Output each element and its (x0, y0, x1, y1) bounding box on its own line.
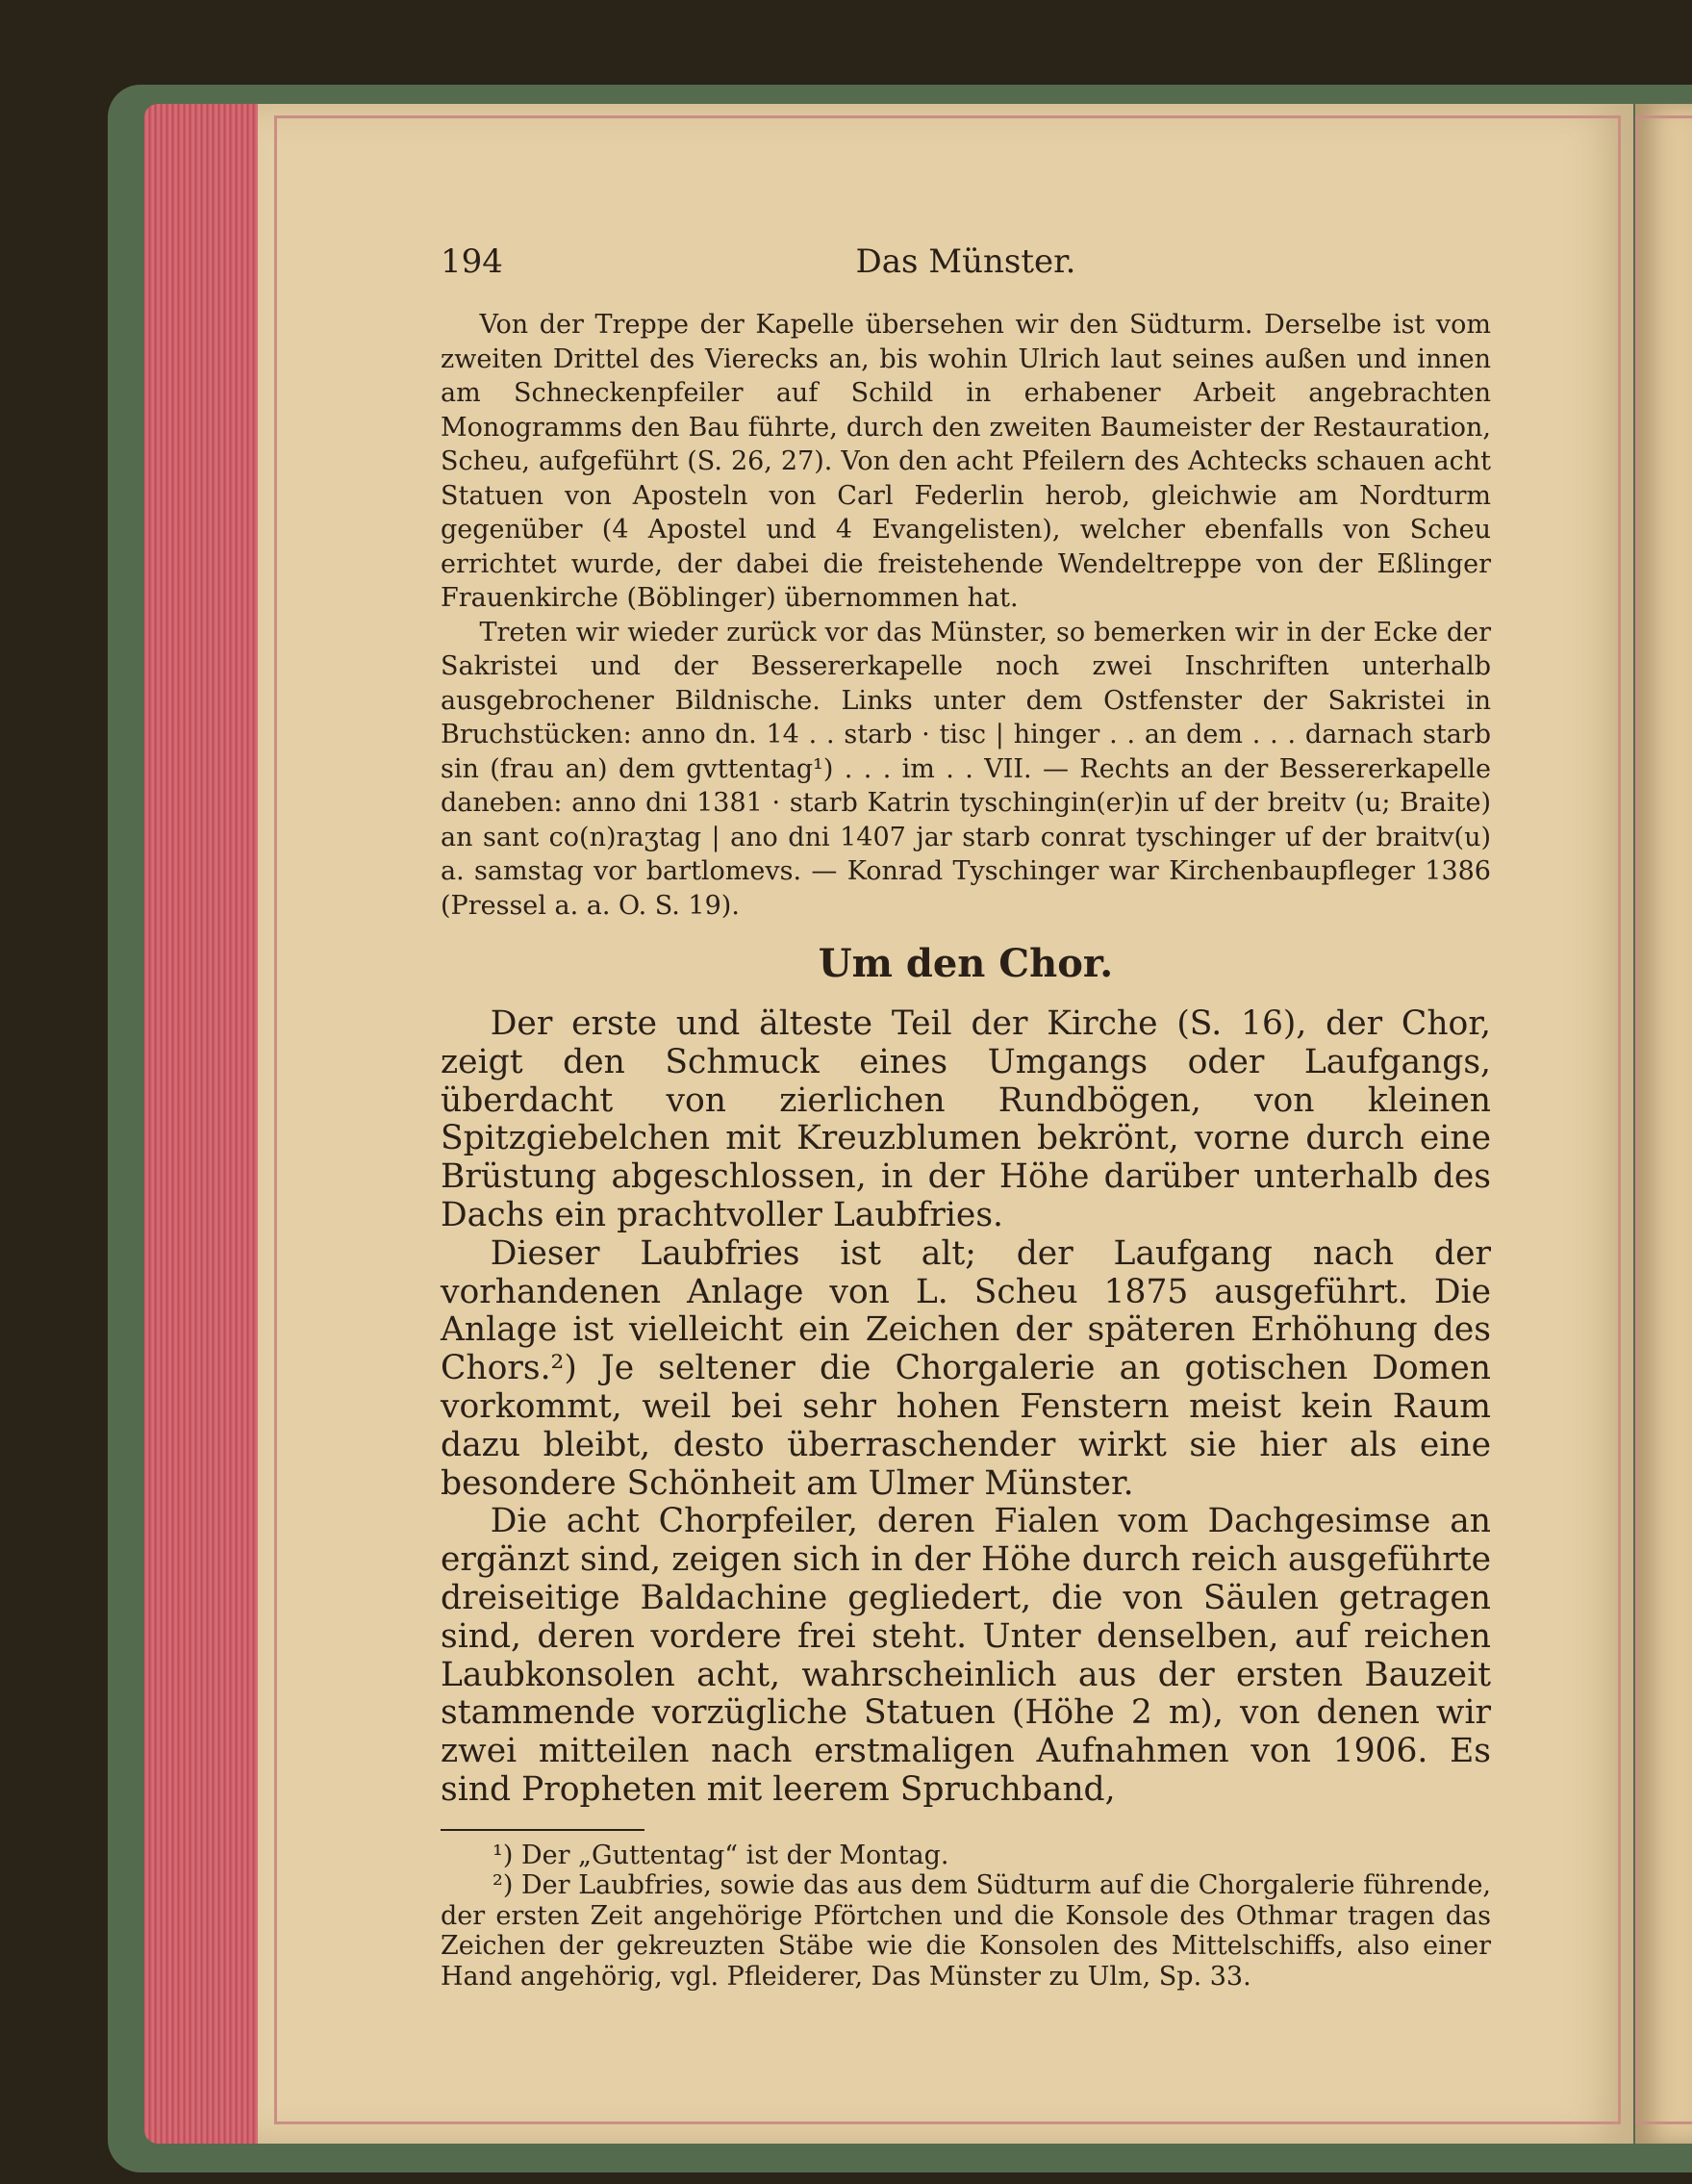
footnote-1: ¹) Der „Guttentag“ ist der Montag. (492, 1840, 949, 1870)
paragraph-choir: Der erste und älteste Teil der Kirche (S. 16), der Chor, zeigt den Schmuck eines Umgangs oder Laufgangs, überdacht von zierlichen Rundbögen, von kleinen Spitzgiebelchen mit Kreuzblumen bekrönt, vorne durch eine Brüstung abgeschlossen, in der Höhe darüber unterhalb des Dachs ein prachtvoller Laubfries. (441, 1004, 1491, 1234)
section-heading: Um den Chor. (818, 941, 1114, 986)
paragraph-laubfries: Dieser Laubfries ist alt; der Laufgang nach der vorhandenen Anlage von L. Scheu 1875 ausgeführt. Die Anlage ist vielleicht ein Zeichen der späteren Erhöhung des Chors.²) Je seltener die Chorgalerie an gotischen Domen vorkommt, weil bei sehr hohen Fenstern meist kein Raum dazu bleibt, desto überraschender wirkt sie hier als eine besondere Schönheit am Ulmer Münster. (441, 1233, 1491, 1503)
page-edges (144, 104, 269, 2144)
footnote-rule (441, 1829, 644, 1831)
page-number: 194 (441, 242, 503, 281)
paragraph-inscriptions: Treten wir wieder zurück vor das Münster, so bemerken wir in der Ecke der Sakristei und der Bessererkapelle noch zwei Inschriften unterhalb ausgebrochener Bildnische. Links unter dem Ostfenster der Sakristei in Bruchstücken: anno dn. 14 . . starb · tisc | hinger . . an dem . . . darnach starb sin (frau an) dem gvttentag¹) . . . im . . VII. — Rechts an der Bessererkapelle daneben: anno dni 1381 · starb Katrin tyschingin(er)in uf der breitv (u; Braite) an sant co(n)raʒtag | ano dni 1407 jar starb conrat tyschinger uf der braitv(u) a. samstag vor bartlomevs. — Konrad Tyschinger war Kirchenbaupfleger 1386 (Pressel a. a. O. S. 19). (441, 617, 1491, 921)
page-content (441, 235, 1491, 1992)
running-head: Das Münster. (855, 242, 1076, 281)
paragraph-south-tower: Von der Treppe der Kapelle übersehen wir den Südturm. Derselbe ist vom zweiten Drittel des Vierecks an, bis wohin Ulrich laut seines außen und innen am Schneckenpfeiler auf Schild in erhabener Arbeit angebrachten Monogramms den Bau führte, durch den zweiten Baumeister der Restauration, Scheu, aufgeführt (S. 26, 27). Von den acht Pfeilern des Achtecks schauen acht Statuen von Aposteln von Carl Federlin herob, gleichwie am Nordturm gegenüber (4 Apostel und 4 Evangelisten), welcher ebenfalls von Scheu errichtet wurde, der dabei die freistehende Wendeltreppe von der Eßlinger Frauenkirche (Böblinger) übernommen hat. (441, 310, 1491, 613)
paragraph-chorpfeiler: Die acht Chorpfeiler, deren Fialen vom Dachgesimse an ergänzt sind, zeigen sich in der Höhe durch reich ausgeführte dreiseitige Baldachine gegliedert, die von Säulen getragen sind, deren vordere frei steht. Unter denselben, auf reichen Laubkonsolen acht, wahrscheinlich aus der ersten Bauzeit stammende vorzügliche Statuen (Höhe 2 m), von denen wir zwei mitteilen nach erstmaligen Aufnahmen von 1906. Es sind Propheten mit leerem Spruchband, (441, 1502, 1491, 1809)
footnote-2: ²) Der Laubfries, sowie das aus dem Südturm auf die Chorgalerie führende, der ersten Zeit angehörige Pförtchen und die Konsole des Othmar tragen das Zeichen der gekreuzten Stäbe wie die Konsolen des Mittelschiffs, also einer Hand angehörig, vgl. Pfleiderer, Das Münster zu Ulm, Sp. 33. (441, 1870, 1491, 1992)
page-header (441, 235, 1491, 292)
right-page-border (1635, 115, 1692, 2124)
